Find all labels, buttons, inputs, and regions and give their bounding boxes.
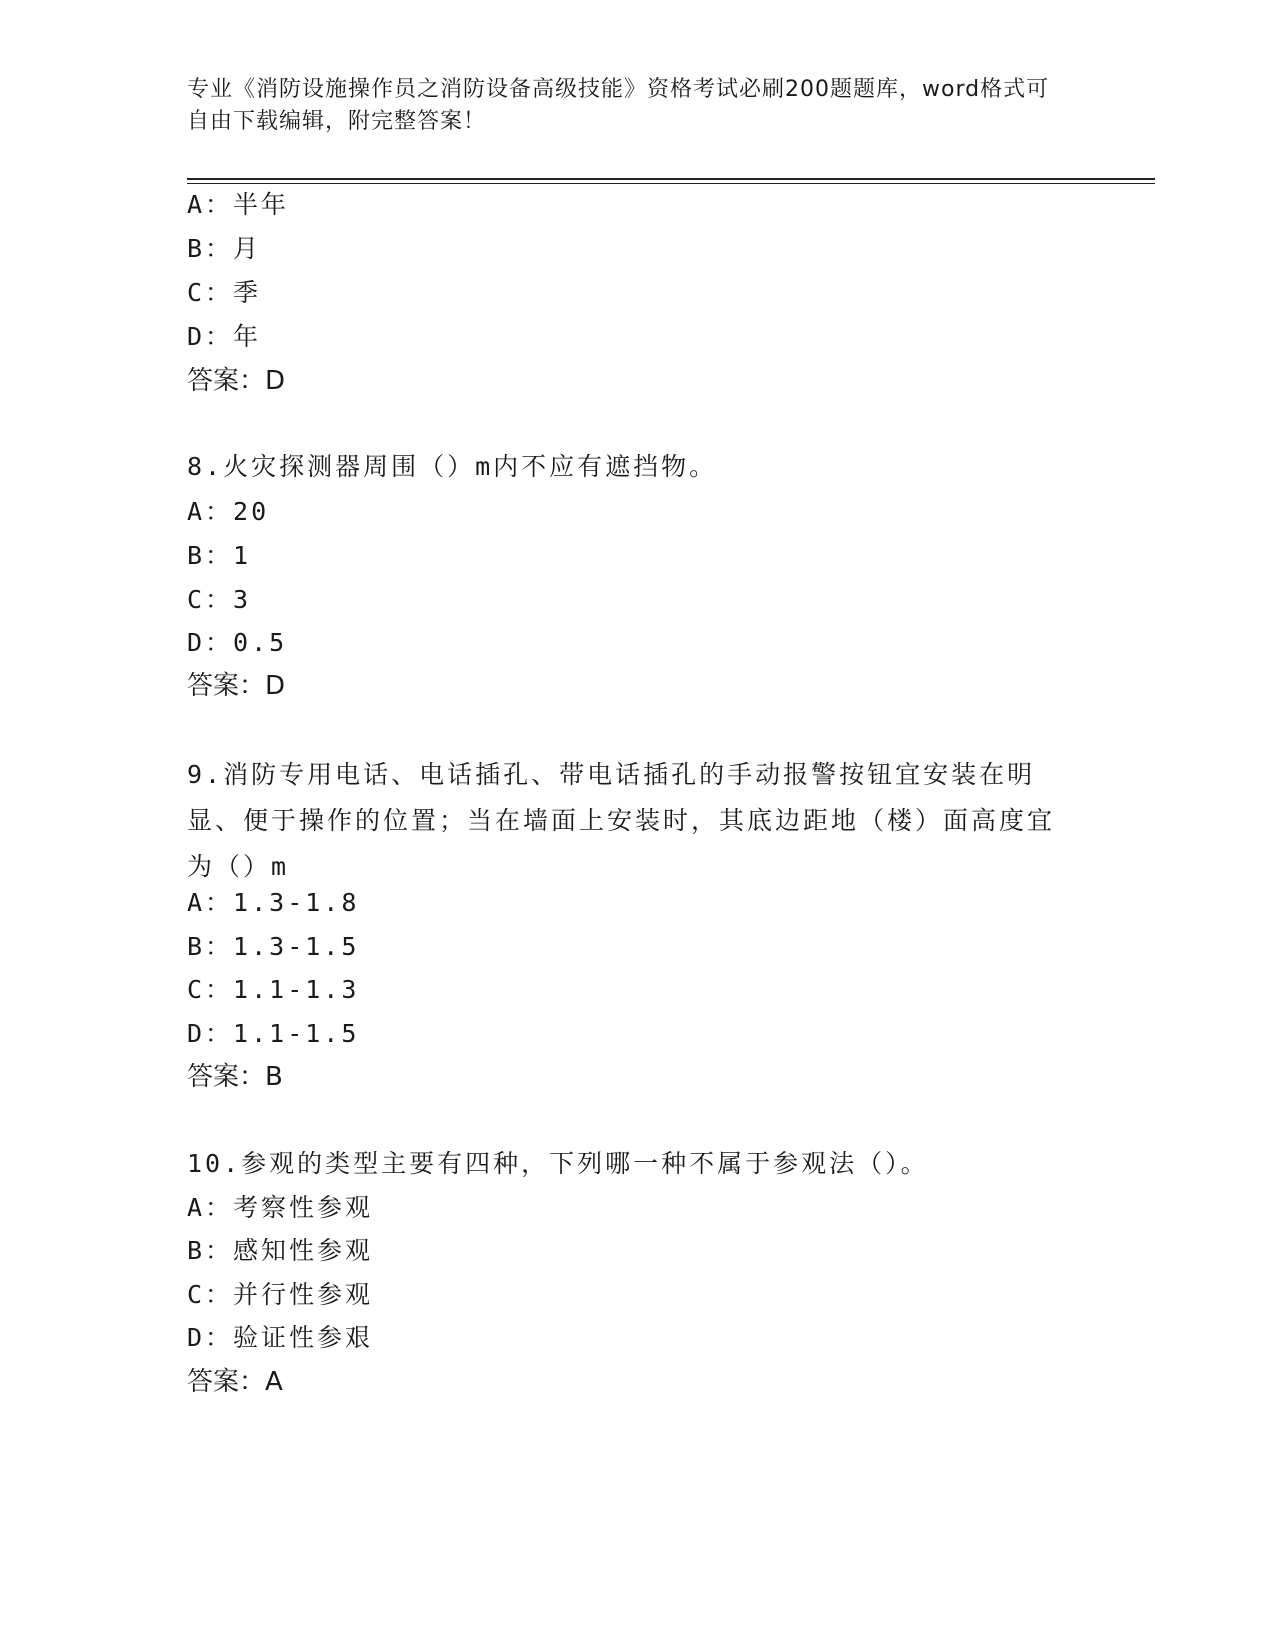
q9-option-d: D：1.1-1.5 — [187, 1019, 360, 1048]
q8-option-c: C：3 — [187, 585, 252, 614]
q7-option-d: D：年 — [187, 322, 262, 351]
header-divider-thick — [187, 178, 1155, 180]
q8-answer: 答案：D — [187, 671, 286, 701]
q8-option-b: B：1 — [187, 541, 252, 570]
q9-option-a: A：1.3-1.8 — [187, 888, 360, 917]
q7-option-b: B：月 — [187, 234, 262, 263]
q9-stem: 9.消防专用电话、电话插孔、带电话插孔的手动报警按钮宜安装在明显、便于操作的位置；当在墙面上安装时，其底边距地（楼）面高度宜为（）m — [187, 760, 1056, 881]
q10-option-b: B：感知性参观 — [187, 1236, 374, 1265]
q8-stem: 8.火灾探测器周围（）m内不应有遮挡物。 — [187, 452, 718, 481]
q10-option-a: A：考察性参观 — [187, 1193, 374, 1222]
q7-option-c: C：季 — [187, 278, 262, 307]
header-divider-thin — [187, 183, 1155, 184]
q8-option-a: A：20 — [187, 497, 270, 526]
q9-answer: 答案：B — [187, 1062, 283, 1092]
q9-option-b: B：1.3-1.5 — [187, 932, 360, 961]
q7-option-a: A：半年 — [187, 190, 290, 219]
q9-option-c: C：1.1-1.3 — [187, 975, 360, 1004]
q10-option-c: C：并行性参观 — [187, 1280, 374, 1309]
q8-option-d: D：0.5 — [187, 628, 288, 657]
q10-answer: 答案：A — [187, 1367, 283, 1397]
q10-option-d: D：验证性参艰 — [187, 1323, 374, 1352]
q7-answer: 答案：D — [187, 366, 286, 396]
q10-stem: 10.参观的类型主要有四种，下列哪一种不属于参观法（）。 — [187, 1149, 929, 1178]
header-note: 专业《消防设施操作员之消防设备高级技能》资格考试必刷200题题库，word格式可自由下载编辑，附完整答案！ — [187, 77, 1050, 134]
